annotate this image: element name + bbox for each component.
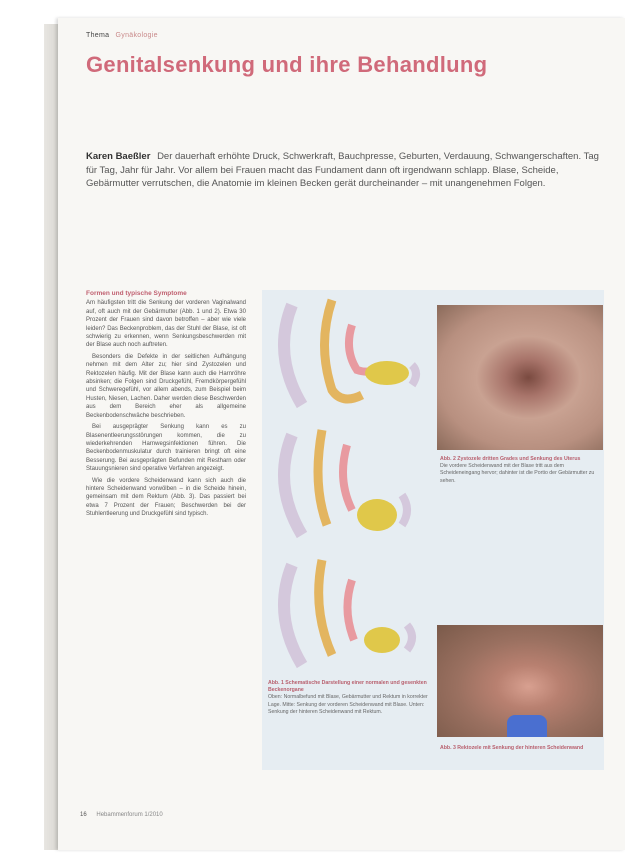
anatomy-diagram-normal xyxy=(262,295,432,415)
rectum-shape xyxy=(319,560,332,655)
pubic-bone-shape xyxy=(412,365,416,385)
page-footer xyxy=(80,812,163,818)
bone-shape xyxy=(284,435,302,535)
figure-caption-3 xyxy=(440,745,602,752)
caption-text: Oben: Normalbefund mit Blase, Gebärmutter und Rektum in korrekter Lage. Mitte: Senkung der vorderen Scheidenwand mit Blase. Unten: Senkung der hinteren Scheidenwand mit Rektum. xyxy=(268,694,428,715)
section-heading: Formen und typische Symptome xyxy=(86,290,187,297)
subsection-name: Gynäkologie xyxy=(115,32,158,39)
pubic-bone-shape xyxy=(402,495,407,525)
figure-caption-2 xyxy=(440,456,602,485)
caption-text: Die vordere Scheidenwand mit der Blase tritt aus dem Scheideneingang hervor; dahinter ist die Portio der Gebärmutter zu sehen. xyxy=(440,463,595,484)
body-paragraph: Am häufigsten tritt die Senkung der vorderen Vaginalwand auf, oft auch mit der Gebärmutter (Abb. 1 und 2). Etwa 30 Prozent der Frauen sind davon betroffen – aber wie viele leiden? Das Beckenproblem, das der Stuhl der Blase, ist oft schwierig zu erkennen, wenn Senkungsbeschwerden mit der Blase auch noch auftreten. xyxy=(86,300,246,349)
bladder-shape xyxy=(365,361,409,385)
bone-shape xyxy=(284,565,302,665)
body-paragraph: Bei ausgeprägter Senkung kann es zu Blasenentleerungsstörungen kommen, die zu wiederkehrenden Harnwegsinfektionen führen. Die Beckenbodenmuskulatur durch trainieren bringt oft eine Besserung. Bei ausgeprägten Befunden mit Restharn oder Stauungsnieren sind operative Verfahren angezeigt. xyxy=(86,424,246,473)
bladder-shape xyxy=(357,499,397,531)
page-number: 16 xyxy=(80,812,87,818)
body-paragraph: Wie die vordere Scheidenwand kann sich auch die hintere Scheidenwand vorwölben – in die Scheide hinein, gemeinsam mit dem Rektum (Abb. 3). Das passiert bei etwa 7 Prozent der Frauen; Beschwerden bei der Stuhlentleerung und Druckgefühl sind typisch. xyxy=(86,477,246,518)
rectum-shape xyxy=(325,300,363,399)
article-title: Genitalsenkung und ihre Behandlung xyxy=(86,52,488,77)
figure-caption-1 xyxy=(268,680,428,716)
caption-label: Abb. 1 Schematische Darstellung einer normalen und gesenkten Beckenorgane xyxy=(268,680,427,694)
anatomy-diagram-anterior xyxy=(262,425,432,545)
clinical-photo-cystocele xyxy=(437,305,603,450)
caption-label: Abb. 2 Zystozele dritten Grades und Senkung des Uterus xyxy=(440,456,581,462)
bladder-shape xyxy=(364,627,400,653)
pubic-bone-shape xyxy=(407,625,412,650)
section-label xyxy=(86,32,158,39)
lead-paragraph xyxy=(86,150,606,191)
speculum-shape xyxy=(507,715,547,737)
section-name: Thema xyxy=(86,32,110,39)
journal-name: Hebammenforum 1/2010 xyxy=(96,812,163,818)
uterus-shape xyxy=(343,445,352,510)
rectum-shape xyxy=(318,430,327,525)
body-column xyxy=(86,290,246,820)
bone-shape xyxy=(284,305,302,405)
clinical-photo-rectocele xyxy=(437,625,603,737)
anatomy-diagram-posterior xyxy=(262,555,432,675)
lead-text: Der dauerhaft erhöhte Druck, Schwerkraft, Bauchpresse, Geburten, Verdauung, Schwangerschaften. Tag für Tag, Jahr für Jahr. Vor allem bei Frauen macht das Fundament dann oft irgendwann schlapp. Blase, Scheide, Gebärmutter verrutschen, die Anatomie im kleinen Becken gerät durcheinander – mit unangenehmen Folgen. xyxy=(86,151,599,189)
author-name: Karen Baeßler xyxy=(86,151,151,162)
caption-label: Abb. 3 Rektozele mit Senkung der hinteren Scheidenwand xyxy=(440,745,584,751)
uterus-shape xyxy=(347,580,354,640)
body-paragraph: Besonders die Defekte in der seitlichen Aufhängung nehmen mit dem Alter zu; hier sind Zystozelen und Rektozelen häufig. Mit der Blase kann auch die Harnröhre absinken; die Folgen sind Druckgefühl, Fremdkörpergefühl und Schweregefühl, vor allem abends, zum Beispiel beim Husten, Niesen, Lachen. Daher werden diese Beschwerden aus dem Bereich eher als allgemeine Beckenbodenschwäche beschrieben. xyxy=(86,353,246,419)
